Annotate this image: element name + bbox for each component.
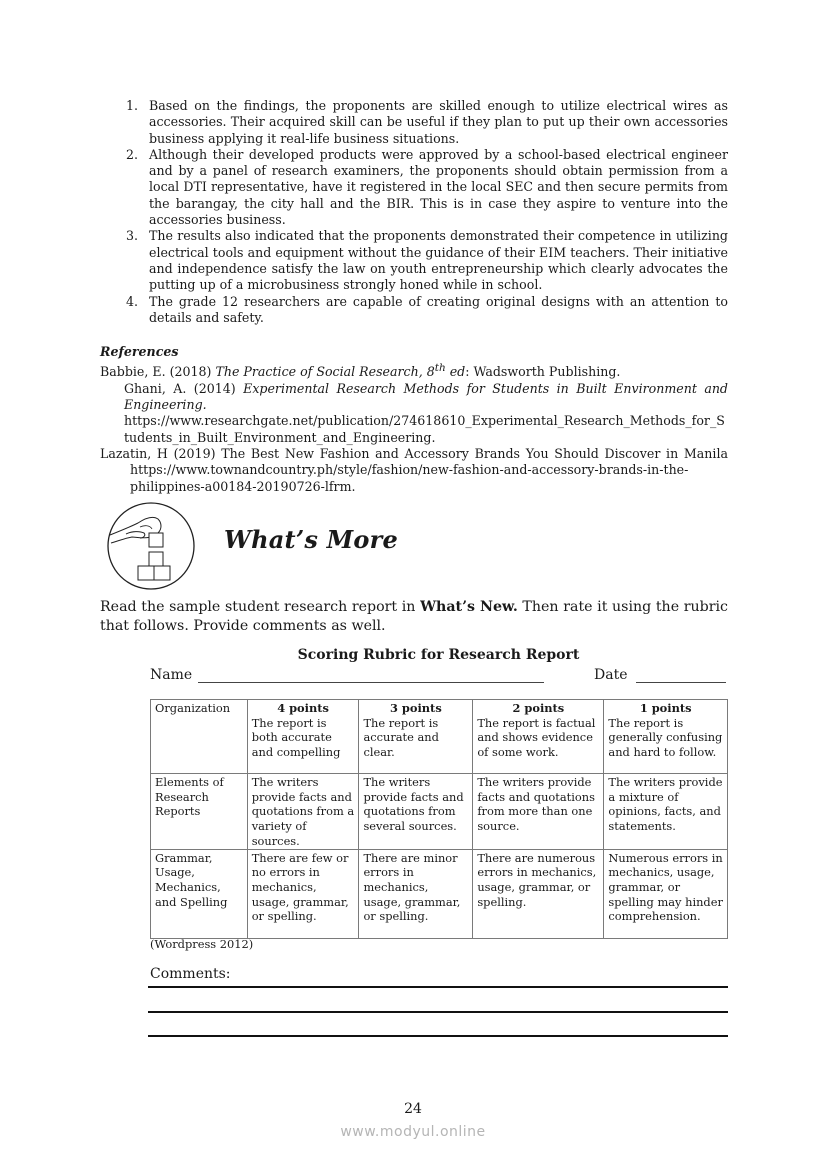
rubric-cell: The writers provide facts and quotations from several sources. bbox=[359, 774, 473, 850]
rubric-cell bbox=[473, 700, 604, 774]
rubric-source: (Wordpress 2012) bbox=[150, 937, 254, 951]
criterion-cell: Organization bbox=[151, 700, 248, 774]
name-label: Name bbox=[150, 667, 193, 683]
rubric-title: Scoring Rubric for Research Report bbox=[297, 647, 580, 663]
reference-lazatin: Lazatin, H (2019) The Best New Fashion and Accessory Brands You Should Discover in Manila https://www.townandcountry.ph/style/fashion/new-fashion-and-accessory-brands-in-the-philippines-a00184-20190726-lfrm. bbox=[100, 445, 728, 494]
comment-line-3[interactable] bbox=[148, 1035, 728, 1037]
finding-item bbox=[100, 98, 728, 147]
reference-title-text: The Practice of Social Research, 8 bbox=[215, 364, 435, 380]
findings-list bbox=[100, 98, 728, 326]
finding-text: Based on the findings, the proponents are skilled enough to utilize electrical wires as accessories. Their acquired skill can be useful if they plan to put up their own accessories business applying it real-life business situations. bbox=[149, 98, 728, 146]
instructions-bold: What’s New. bbox=[420, 599, 518, 615]
rubric-cell-text: The report is generally confusing and hard to follow. bbox=[608, 715, 723, 760]
rubric-row bbox=[151, 849, 728, 938]
page-number: 24 bbox=[404, 1101, 422, 1117]
points-header: 3 points bbox=[390, 701, 442, 715]
section-title: What’s More bbox=[224, 525, 398, 554]
rubric-row bbox=[151, 700, 728, 774]
finding-item bbox=[100, 228, 728, 293]
instructions-text bbox=[100, 598, 728, 635]
rubric-cell-text: The report is factual and shows evidence of some work. bbox=[477, 715, 596, 760]
watermark: www.modyul.online bbox=[340, 1124, 486, 1140]
comments-label: Comments: bbox=[150, 966, 231, 982]
finding-number: 4. bbox=[126, 293, 139, 309]
reference-title: Experimental Research Methods for Students in Built Environment and Engineering. bbox=[124, 380, 728, 413]
points-header: 1 points bbox=[639, 701, 692, 715]
rubric-cell: The writers provide facts and quotations from more than one source. bbox=[473, 774, 604, 850]
rubric-row bbox=[151, 774, 728, 850]
finding-number: 1. bbox=[126, 98, 139, 113]
criterion-cell: Elements of Research Reports bbox=[151, 774, 248, 850]
points-header: 4 points bbox=[277, 701, 329, 715]
references-heading: References bbox=[100, 344, 179, 359]
reference-title bbox=[215, 364, 465, 379]
finding-text: Although their developed products were approved by a school-based electrical engineer and by a panel of research examiners, the proponents should obtain permission from a local DTI representative, have it registered in the local SEC and then secure permits from the barangay, the city hall and the BIR. This is in case they aspire to venture into the accessories business. bbox=[149, 146, 728, 228]
reference-babbie bbox=[100, 360, 728, 380]
rubric-cell bbox=[604, 700, 728, 774]
rubric-cell bbox=[359, 700, 473, 774]
name-date-row bbox=[150, 667, 727, 687]
rubric-table bbox=[150, 699, 728, 939]
finding-text: The grade 12 researchers are capable of creating original designs with an attention to details and safety. bbox=[149, 293, 728, 325]
instructions-after: Then rate it using the rubric that follows. Provide comments as well. bbox=[100, 599, 728, 634]
finding-item bbox=[100, 294, 728, 327]
rubric-cell: The writers provide a mixture of opinions, facts, and statements. bbox=[604, 774, 728, 850]
rubric-cell: There are few or no errors in mechanics, usage, grammar, or spelling. bbox=[247, 849, 359, 938]
rubric-cell: Numerous errors in mechanics, usage, grammar, or spelling may hinder comprehension. bbox=[604, 849, 728, 938]
finding-text: The results also indicated that the proponents demonstrated their competence in utilizing electrical tools and equipment without the guidance of their EIM teachers. Their initiative and independence satisfy the law on youth entrepreneurship which clearly advocates the putting up of a microbusiness strongly honed while in school. bbox=[149, 228, 728, 293]
instructions-before: Read the sample student research report in bbox=[100, 599, 421, 615]
criterion-cell: Grammar, Usage, Mechanics, and Spelling bbox=[151, 849, 248, 938]
rubric-cell bbox=[247, 700, 359, 774]
points-header: 2 points bbox=[512, 701, 565, 715]
rubric-cell: The writers provide facts and quotations from a variety of sources. bbox=[247, 774, 359, 850]
reference-ghani-url[interactable]: https://www.researchgate.net/publication/274618610_Experimental_Research_Methods_for_Students_in_Built_Environment_and_Engineering. bbox=[124, 413, 725, 445]
finding-number: 3. bbox=[126, 228, 139, 244]
date-blank-field[interactable] bbox=[636, 682, 726, 683]
reference-superscript: th bbox=[434, 362, 446, 375]
rubric-cell: There are minor errors in mechanics, usage, grammar, or spelling. bbox=[359, 849, 473, 938]
hand-stacking-blocks-icon bbox=[106, 501, 196, 591]
name-blank-field[interactable] bbox=[198, 682, 544, 683]
rubric-cell: There are numerous errors in mechanics, usage, grammar, or spelling. bbox=[473, 849, 604, 938]
rubric-cell-text: The report is both accurate and compelling bbox=[251, 715, 341, 760]
finding-item bbox=[100, 147, 728, 228]
references-section bbox=[100, 344, 728, 495]
reference-ghani bbox=[100, 381, 728, 414]
date-label: Date bbox=[594, 667, 628, 683]
comment-line-1[interactable] bbox=[148, 986, 728, 988]
reference-author: Ghani, A. (2014) bbox=[124, 380, 244, 396]
reference-publisher: : Wadsworth Publishing. bbox=[465, 364, 621, 380]
reference-author: Babbie, E. (2018) bbox=[100, 364, 216, 380]
comment-line-2[interactable] bbox=[148, 1011, 728, 1013]
finding-number: 2. bbox=[126, 146, 139, 162]
rubric-cell-text: The report is accurate and clear. bbox=[363, 715, 439, 760]
reference-edition: ed bbox=[445, 364, 466, 380]
